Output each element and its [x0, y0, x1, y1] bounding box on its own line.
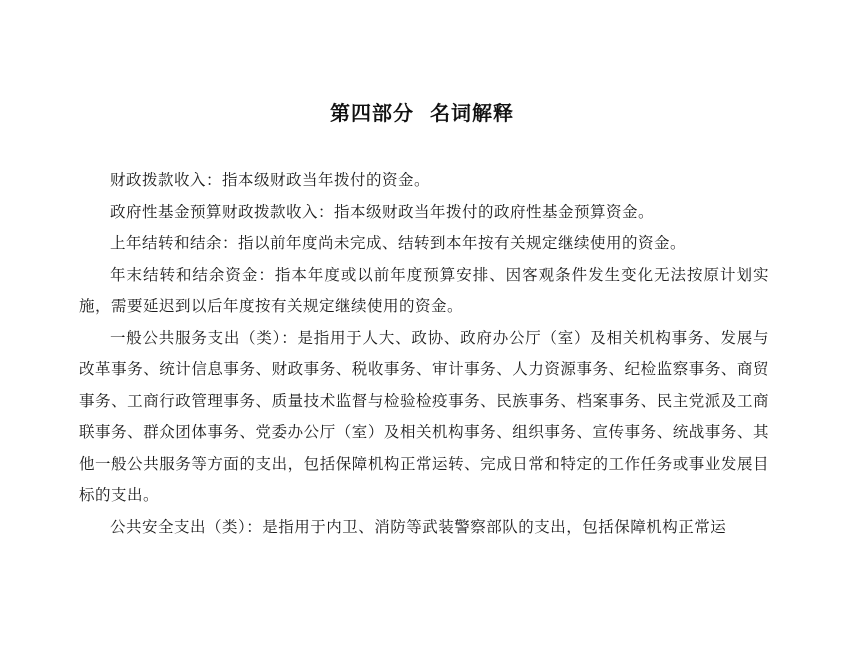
paragraph-public-security: 公共安全支出（类）：是指用于内卫、消防等武装警察部队的支出，包括保障机构正常运 [110, 517, 727, 536]
paragraph-general-public-services: 一般公共服务支出（类）：是指用于人大、政协、政府办公厅（室）及相关机构事务、发展与改革事务、统计信息事务、财政事务、税收事务、审计事务、人力资源事务、纪检监察事务、商贸事务、工商行政管理事务、质量技术监督与检验检疫事务、民族事务、档案事务、民主党派及工商联事务、群众团体事务、党委办公厅（室）及相关机构事务、组织事务、宣传事务、统战事务、其他一般公共服务等方面的支出，包括保障机构正常运转、完成日常和特定的工作任务或事业发展目标的支出。 [79, 328, 769, 504]
paragraph-fiscal-appropriation-income: 财政拨款收入：指本级财政当年拨付的资金。 [110, 171, 431, 189]
paragraph-prior-year-carryover: 上年结转和结余：指以前年度尚未完成、结转到本年按有关规定继续使用的资金。 [110, 234, 687, 252]
document-body [79, 165, 769, 543]
paragraph-year-end-carryover: 年末结转和结余资金：指本年度或以前年度预算安排、因客观条件发生变化无法按原计划实施，需要延迟到以后年度按有关规定继续使用的资金。 [79, 265, 769, 315]
page-title: 第四部分 名词解释 [330, 101, 514, 125]
paragraph-government-fund-income: 政府性基金预算财政拨款收入：指本级财政当年拨付的政府性基金预算资金。 [110, 202, 655, 221]
